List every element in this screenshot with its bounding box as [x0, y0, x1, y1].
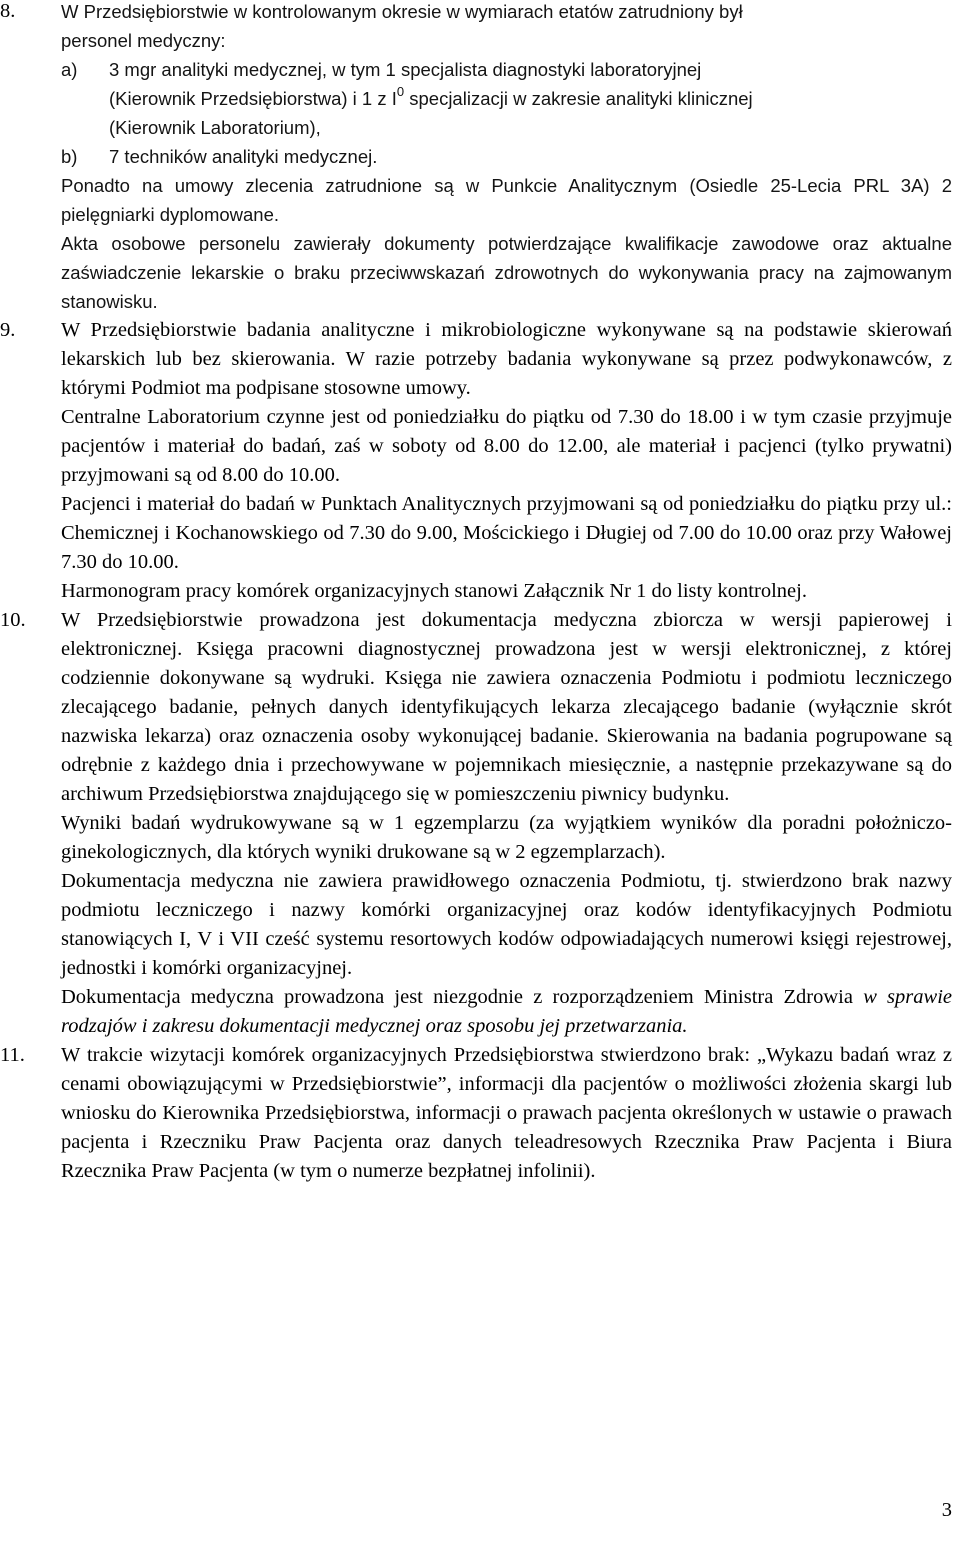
item-9-paragraph: W Przedsiębiorstwie badania analityczne i mikrobiologiczne wykonywane są na podstawie skierowań lekarskich lub bez skierowania. W razie potrzeby badania wykonywane są przez podwykonawców, z którymi Podmiot ma podpisane stosowne umowy.	[61, 319, 952, 399]
item-11-paragraph: W trakcie wizytacji komórek organizacyjnych Przedsiębiorstwa stwierdzono brak: „Wykazu badań wraz z cenami obowiązującymi w Przedsiębiorstwie”, informacji dla pacjentów o możliwości złożenia skargi lub wniosku do Kierownika Przedsiębiorstwa, informacji o prawach pacjenta określonych w ustawie o prawach pacjenta i Rzeczniku Praw Pacjenta oraz danych teleadresowych Rzecznika Praw Pacjenta i Biura Rzecznika Praw Pacjenta (w tym o numerze bezpłatnej infolinii).	[61, 1044, 952, 1182]
item-9-paragraph: Pacjenci i materiał do badań w Punktach Analitycznych przyjmowani są od poniedziałku do piątku przy ul.: Chemicznej i Kochanowskiego od 7.30 do 9.00, Mościckiego i Długiej od 7.00 do 10.00 oraz przy Wałowej 7.30 do 10.00.	[61, 493, 952, 573]
item-10-paragraph: Wyniki badań wydrukowywane są w 1 egzemplarzu (za wyjątkiem wyników dla poradni położniczo-ginekologicznych, dla których wyniki drukowane są w 2 egzemplarzach).	[61, 812, 952, 863]
list-item-9	[0, 316, 952, 606]
sub-item-a	[61, 55, 952, 142]
sub-a-line-2: (Kierownik Przedsiębiorstwa) i 1 z $I^0$ specjalizacji w zakresie analityki klinicznej	[109, 84, 753, 109]
item-8-intro	[61, 0, 952, 55]
item-number: 10.	[0, 609, 26, 631]
page-number: 3	[941, 1499, 952, 1521]
item-9-paragraph: Harmonogram pracy komórek organizacyjnych stanowi Załącznik Nr 1 do listy kontrolnej.	[61, 580, 807, 602]
sub-item-b-text: 7 techników analityki medycznej.	[109, 146, 378, 167]
sub-a-line-3: (Kierownik Laboratorium),	[109, 117, 321, 138]
list-item-10	[0, 606, 952, 1041]
item-10-paragraph: Dokumentacja medyczna prowadzona jest niezgodnie z rozporządzeniem Ministra Zdrowia w sprawie rodzajów i zakresu dokumentacji medycznej oraz sposobu jej przetwarzania.	[61, 986, 952, 1037]
sub-item-label: b)	[61, 146, 78, 167]
item-9-paragraph: Centralne Laboratorium czynne jest od poniedziałku do piątku od 7.30 do 18.00 i w tym czasie przyjmuje pacjentów i materiał do badań, zaś w soboty od 8.00 do 12.00, ale materiał i pacjenci (tylko prywatni) przyjmowani są od 8.00 do 10.00.	[61, 406, 952, 486]
intro-line-1: W Przedsiębiorstwie w kontrolowanym okresie w wymiarach etatów zatrudniony był	[61, 1, 743, 22]
item-number: 11.	[0, 1044, 25, 1066]
sub-item-a-text	[109, 55, 952, 142]
sub-item-label: a)	[61, 59, 78, 80]
intro-line-2: personel medyczny:	[61, 30, 226, 51]
regulation-title: w sprawie rodzajów i zakresu dokumentacji medycznej oraz sposobu jej przetwarzania.	[61, 986, 952, 1037]
item-8-paragraph: Akta osobowe personelu zawierały dokumenty potwierdzające kwalifikacje zawodowe oraz aktualne zaświadczenie lekarskie o braku przeciwwskazań zdrowotnych do wykonywania pracy na zajmowanym stanowisku.	[61, 233, 952, 312]
list-item-8	[0, 0, 952, 316]
item-8-paragraph: Ponadto na umowy zlecenia zatrudnione są w Punkcie Analitycznym (Osiedle 25-Lecia PRL 3A) 2 pielęgniarki dyplomowane.	[61, 175, 952, 225]
item-10-paragraph: W Przedsiębiorstwie prowadzona jest dokumentacja medyczna zbiorcza w wersji papierowej i elektronicznej. Księga pracowni diagnostycznej prowadzona jest w wersji elektronicznej, z której codziennie dokonywane są wydruki. Księga nie zawiera oznaczenia Podmiotu i podmiotu leczniczego zlecającego badanie, pełnych danych identyfikujących lekarza zlecającego badanie (wyłącznie skrót nazwiska lekarza) oraz oznaczenia osoby wykonującej badanie. Skierowania na badania pogrupowane są odrębnie z każdego dnia i przechowywane w pojemnikach miesięcznie, a następnie przekazywane są do archiwum Przedsiębiorstwa znajdującego się w pomieszczeniu piwnicy budynku.	[61, 609, 952, 805]
superscript: 0	[396, 84, 405, 99]
item-number: 8.	[0, 0, 16, 22]
item-number: 9.	[0, 319, 16, 341]
item-10-paragraph: Dokumentacja medyczna nie zawiera prawidłowego oznaczenia Podmiotu, tj. stwierdzono brak nazwy podmiotu leczniczego i nazwy komórki organizacyjnej oraz kodów identyfikacyjnych Podmiotu stanowiących I, V i VII cześć systemu resortowych kodów odpowiadających numerowi księgi rejestrowej, jednostki i komórki organizacyjnej.	[61, 870, 952, 979]
list-item-11	[0, 1041, 952, 1186]
sub-a-line-1: 3 mgr analityki medycznej, w tym 1 specjalista diagnostyki laboratoryjnej	[109, 59, 702, 80]
sub-item-b	[61, 142, 952, 171]
